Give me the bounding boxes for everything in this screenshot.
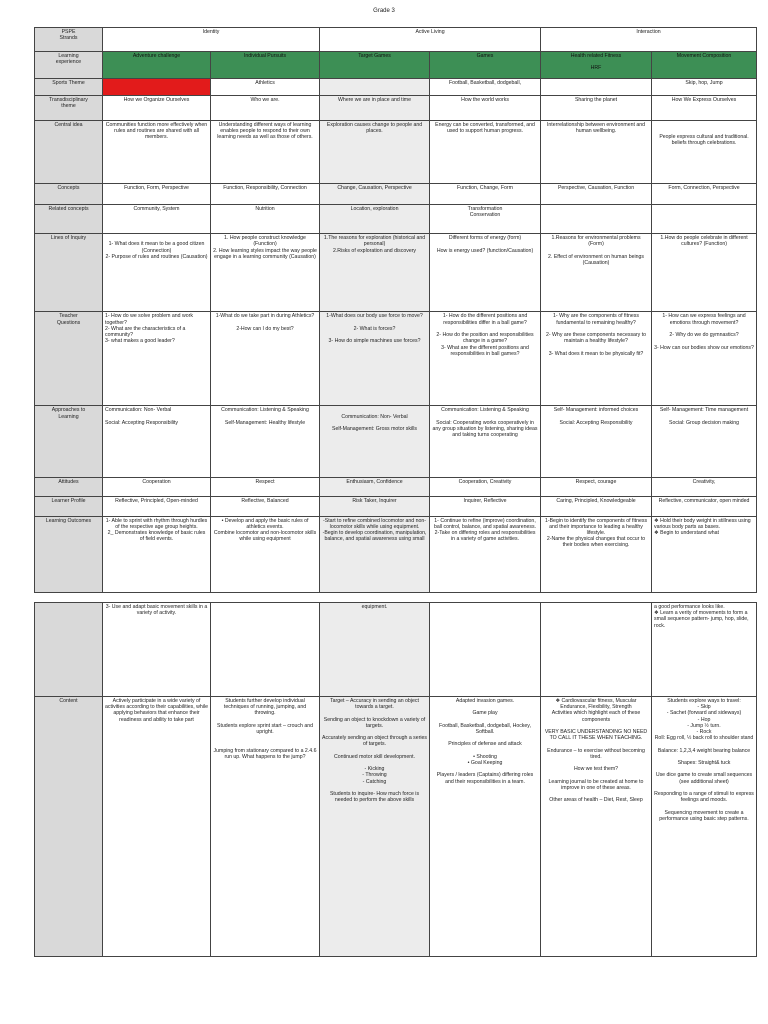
content-cell: ❖ Cardiovascular fitness, Muscular Endurance, Flexibility, Strength Activities which highlight each of these components VERY BASIC UNDERSTANDING NO NEED TO CALL IT THESE WHEN TEACHING. Endurance – to exercise without becoming tired. How we test them? Learning journal to be created at home to improve in one of these areas. Other areas of health – Diet, Rest, Sleep: [541, 697, 652, 957]
teacher-questions-cell: 1- How do we solve problem and work together? 2- What are the characteristics of a community? 3- what makes a good leader?: [103, 312, 211, 406]
attitudes-cell: Creativity,: [652, 478, 757, 497]
continued-cell: 3- Use and adapt basic movement skills in a variety of activity.: [103, 603, 211, 697]
row-content: [35, 697, 757, 957]
attitudes-cell: Respect, courage: [541, 478, 652, 497]
central-idea-cell: Energy can be converted, transformed, and used to support human progress.: [430, 120, 541, 183]
approaches-cell: Communication: Listening & Speaking Social: Cooperating works cooperatively in any group situation by listening, sharing ideas and taking turns cooperating: [430, 406, 541, 478]
content-cell: Adapted invasion games. Game play Football, Basketball, dodgeball, Hockey, Softball. Principles of defense and attack • Shooting • Goal Keeping Players / leaders (Captains) differing roles and their responsibilities in a team.: [430, 697, 541, 957]
related-concepts-cell: Transformation Conservation: [430, 205, 541, 234]
td-theme: Who we are.: [211, 96, 320, 121]
concepts-cell: Change, Causation, Perspective: [320, 183, 430, 205]
continued-cell: equipment.: [320, 603, 430, 697]
teacher-questions-cell: 1- Why are the components of fitness fundamental to remaining healthy? 2- Why are these components necessary to maintain a healthy lifestyle? 3- What does it mean to be physically fit?: [541, 312, 652, 406]
attitudes-cell: Cooperation, Creativity: [430, 478, 541, 497]
central-idea-cell: Understanding different ways of learning enables people to respond to their own learning needs as well as those of others.: [211, 120, 320, 183]
concepts-cell: Function, Form, Perspective: [103, 183, 211, 205]
le-games: Games: [430, 51, 541, 78]
td-theme: How we Organize Ourselves: [103, 96, 211, 121]
strand-identity: Identity: [103, 28, 320, 52]
sports-theme-ball-games: Football, Basketball, dodgeball,: [430, 78, 541, 96]
inquiry-cell: 1.Reasons for environmental problems (Form) 2. Effect of environment on human beings (Causation): [541, 234, 652, 312]
learner-profile-cell: Inquirer, Reflective: [430, 497, 541, 517]
outcomes-cell: 1- Continue to refine (improve) coordination, ball control, balance, and spatial awareness. 2-Take on differing roles and responsibilities in a variety of game activities.: [430, 516, 541, 592]
strand-interaction: Interaction: [541, 28, 757, 52]
le-adventure-challenge: Adventure challenge: [103, 51, 211, 78]
curriculum-table-lower: [34, 602, 757, 957]
content-cell: Students explore ways to travel: - Skip - Sachet (forward and sideways) - Hop - Jump ½ turn. - Rock Roll: Egg roll, ½ back roll to shoulder stand Balance: 1,2,3,4 weight bearing balance Shapes: Straight& tuck Use dice game to create small sequences (see additional sheet) Responding to a range of stimuli to express feelings and moods. Sequencing movement to create a performance using basic step patterns.: [652, 697, 757, 957]
continued-cell: [541, 603, 652, 697]
approaches-cell: Communication: Non- Verbal Social: Accepting Responsibility: [103, 406, 211, 478]
row-related-concepts: [35, 205, 757, 234]
row-header-concepts: Concepts: [35, 183, 103, 205]
row-approaches-to-learning: [35, 406, 757, 478]
le-movement-composition: Movement Composition: [652, 51, 757, 78]
row-header-approaches: Approaches to Learning: [35, 406, 103, 478]
row-header-pspe: PSPE Strands: [35, 28, 103, 52]
outcomes-cell: 1-Begin to identify the components of fitness and their importance to leading a healthy lifestyle. 2-Name the physical changes that occur to their bodies when exercising.: [541, 516, 652, 592]
related-concepts-cell: [541, 205, 652, 234]
content-cell: Students further develop individual techniques of running, jumping, and throwing. Students explore sprint start – crouch and upright. Jumping from stationary compared to a 2.4.6 run up. What happens to the jump?: [211, 697, 320, 957]
row-header-continued: [35, 603, 103, 697]
row-header-transdisciplinary: Transdisciplinary theme: [35, 96, 103, 121]
row-header-learning-experience: Learning experience: [35, 51, 103, 78]
approaches-cell: Self- Management: Time management Social: Group decision making: [652, 406, 757, 478]
row-header-attitudes: Attitudes: [35, 478, 103, 497]
row-header-learner-profile: Learner Profile: [35, 497, 103, 517]
inquiry-cell: Different forms of energy (form) How is energy used? (function/Causation): [430, 234, 541, 312]
outcomes-cell: ❖ Hold their body weight in stillness using various body parts as bases. ❖ Begin to understand what: [652, 516, 757, 592]
continued-cell: [211, 603, 320, 697]
related-concepts-cell: Location, exploration: [320, 205, 430, 234]
row-attitudes: [35, 478, 757, 497]
le-individual-pursuits: Individual Pursuits: [211, 51, 320, 78]
inquiry-cell: 1.The reasons for exploration (historical and personal) 2.Risks of exploration and discovery: [320, 234, 430, 312]
teacher-questions-cell: 1- How can we express feelings and emotions through movement? 2- Why do we do gymnastics? 3- How can our bodies show our emotions?: [652, 312, 757, 406]
row-header-learning-outcomes: Learning Outcomes: [35, 516, 103, 592]
learner-profile-cell: Caring, Principled, Knowledgeable: [541, 497, 652, 517]
curriculum-table-upper: [34, 27, 757, 593]
td-theme: Where we are in place and time: [320, 96, 430, 121]
concepts-cell: Function, Responsibility, Connection: [211, 183, 320, 205]
concepts-cell: Function, Change, Form: [430, 183, 541, 205]
sports-theme-skip-hop-jump: Skip, hop, Jump: [652, 78, 757, 96]
learner-profile-cell: Reflective, Balanced: [211, 497, 320, 517]
row-header-teacher-questions: Teacher Questions: [35, 312, 103, 406]
concepts-cell: Perspective, Causation, Function: [541, 183, 652, 205]
approaches-cell: Communication: Listening & Speaking Self-Management: Healthy lifestyle: [211, 406, 320, 478]
row-header-related-concepts: Related concepts: [35, 205, 103, 234]
approaches-cell: Communication: Non- Verbal Self-Management: Gross motor skills: [320, 406, 430, 478]
approaches-cell: Self- Management: informed choices Social: Accepting Responsibility: [541, 406, 652, 478]
central-idea-cell: Communities function more effectively when rules and routines are shared with all members.: [103, 120, 211, 183]
sports-theme-highlight: [103, 78, 211, 96]
row-transdisciplinary: [35, 96, 757, 121]
content-cell: Actively participate in a wide variety of activities according to their capabilities, while applying behaviors that enhance their readiness and ability to take part: [103, 697, 211, 957]
row-learner-profile: [35, 497, 757, 517]
outcomes-cell: • Develop and apply the basic rules of athletics events. Combine locomotor and non-locomotor skills while using equipment: [211, 516, 320, 592]
central-idea-cell: Interrelationship between environment and human wellbeing.: [541, 120, 652, 183]
row-header-lines-of-inquiry: Lines of Inquiry: [35, 234, 103, 312]
sports-theme-athletics: Athletics: [211, 78, 320, 96]
inquiry-cell: 1- What does it mean to be a good citizen (Connection) 2- Purpose of rules and routines (Causation): [103, 234, 211, 312]
row-central-idea: [35, 120, 757, 183]
related-concepts-cell: [652, 205, 757, 234]
inquiry-cell: 1. How people construct knowledge (Function) 2. How learning styles impact the way people engage in a learning community (Causation): [211, 234, 320, 312]
learner-profile-cell: Reflective, Principled, Open-minded: [103, 497, 211, 517]
sports-theme-cell: [541, 78, 652, 96]
le-health-fitness: Health related Fitness HRF: [541, 51, 652, 78]
continued-cell: [430, 603, 541, 697]
attitudes-cell: Cooperation: [103, 478, 211, 497]
central-idea-cell: People express cultural and traditional. beliefs through celebrations.: [652, 120, 757, 183]
row-outcomes-continued: [35, 603, 757, 697]
row-teacher-questions: [35, 312, 757, 406]
strand-active-living: Active Living: [320, 28, 541, 52]
central-idea-cell: Exploration causes change to people and places.: [320, 120, 430, 183]
row-header-sports-theme: Sports Theme: [35, 78, 103, 96]
teacher-questions-cell: 1-What does our body use force to move? 2- What is forces? 3- How do simple machines use forces?: [320, 312, 430, 406]
row-pspe-strands: [35, 28, 757, 52]
content-cell: Target – Accuracy in sending an object towards a target. Sending an object to knockdown a variety of targets. Accurately sending an object through a series of targets. Continued motor skill development. - Kicking - Throwing - Catching Students to inquire- How much force is needed to perform the above skills: [320, 697, 430, 957]
row-concepts: [35, 183, 757, 205]
teacher-questions-cell: 1- How do the different positions and responsibilities differ in a ball game? 2- How do the position and responsibilities change in a game? 3- What are the different positions and responsibilities in ball games?: [430, 312, 541, 406]
row-lines-of-inquiry: [35, 234, 757, 312]
td-theme: Sharing the planet: [541, 96, 652, 121]
outcomes-cell: -Start to refine combined locomotor and non-locomotor skills while using equipment. -Begin to develop coordination, manipulation, balance, and spatial awareness using small: [320, 516, 430, 592]
inquiry-cell: 1.How do people celebrate in different cultures? (Function): [652, 234, 757, 312]
row-learning-experience: [35, 51, 757, 78]
teacher-questions-cell: 1-What do we take part in during Athletics? 2-How can I do my best?: [211, 312, 320, 406]
continued-cell: a good performance looks like. ❖ Learn a verity of movements to form a small sequence pattern- jump, hop, slide, rock.: [652, 603, 757, 697]
attitudes-cell: Enthusiasm, Confidence: [320, 478, 430, 497]
attitudes-cell: Respect: [211, 478, 320, 497]
le-target-games: Target Games: [320, 51, 430, 78]
outcomes-cell: 1- Able to sprint with rhythm through hurdles of the respective age group heights. 2_ Demonstrates knowledge of basic rules of field events.: [103, 516, 211, 592]
row-sports-theme: [35, 78, 757, 96]
row-header-content: Content: [35, 697, 103, 957]
learner-profile-cell: Risk Taker, Inquirer: [320, 497, 430, 517]
row-learning-outcomes: [35, 516, 757, 592]
td-theme: How the world works: [430, 96, 541, 121]
related-concepts-cell: Nutrition: [211, 205, 320, 234]
related-concepts-cell: Community, System: [103, 205, 211, 234]
page-title: Grade 3: [373, 8, 395, 14]
learner-profile-cell: Reflective, communicator, open minded: [652, 497, 757, 517]
sports-theme-cell: [320, 78, 430, 96]
row-header-central-idea: Central idea: [35, 120, 103, 183]
concepts-cell: Form, Connection, Perspective: [652, 183, 757, 205]
td-theme: How We Express Ourselves: [652, 96, 757, 121]
